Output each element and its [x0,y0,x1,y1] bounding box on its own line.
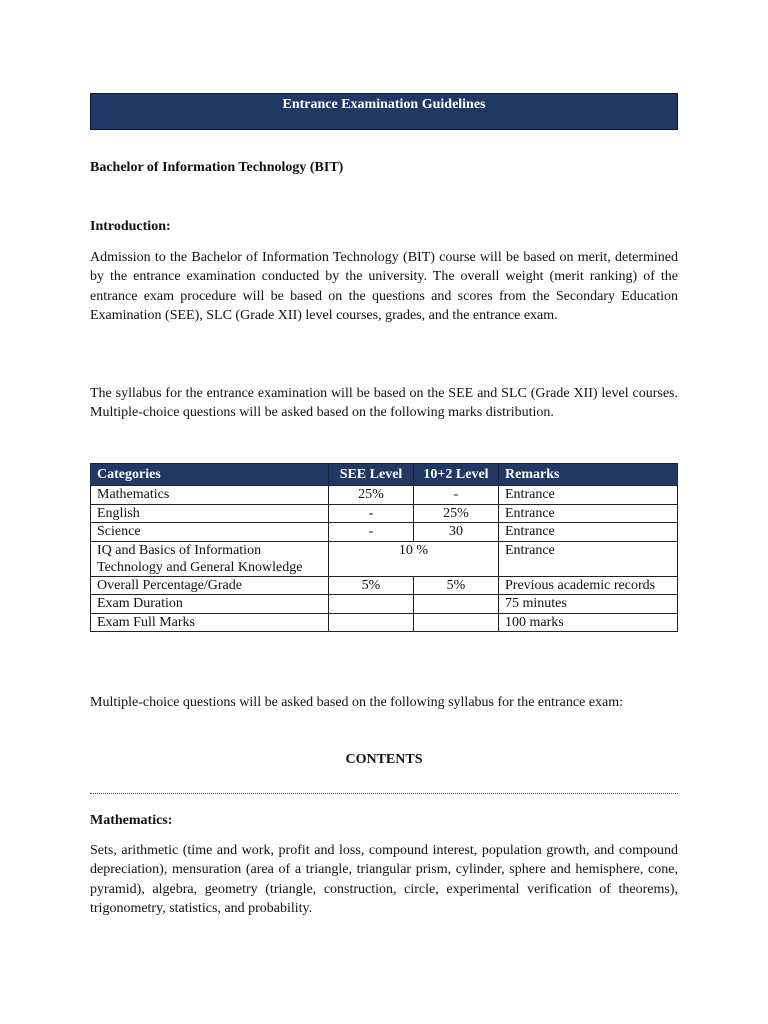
syllabus-paragraph: The syllabus for the entrance examination will be based on the SEE and SLC (Grade XII) level courses. Multiple-choice questions will be asked based on the following marks distribution. [90,386,678,421]
table-row [91,541,678,576]
row-plus2-level: 30 [414,523,499,542]
row-category: English [91,504,329,523]
row-category: Mathematics [91,486,329,505]
row-plus2-level: - [414,486,499,505]
row-category: Exam Full Marks [91,613,329,632]
row-plus2-level: 25% [414,504,499,523]
table-row [91,576,678,595]
row-category: Science [91,523,329,542]
row-plus2-level [414,595,499,614]
row-plus2-level [414,613,499,632]
document-title-bar [90,93,678,130]
table-row [91,504,678,523]
row-category: IQ and Basics of Information Technology and General Knowledge [91,541,329,576]
document-title: Entrance Examination Guidelines [282,97,486,112]
table-header-row [91,464,678,486]
row-remarks: Entrance [499,541,678,576]
row-remarks: Previous academic records [499,576,678,595]
header-plus2-level: 10+2 Level [414,464,499,486]
row-see-level: 25% [329,486,414,505]
mcq-sentence: Multiple-choice questions will be asked based on the following syllabus for the entrance exam: [90,695,624,710]
row-see-level: - [329,504,414,523]
row-remarks: 75 minutes [499,595,678,614]
marks-distribution-table [90,463,678,632]
table-row [91,613,678,632]
row-remarks: Entrance [499,486,678,505]
introduction-heading: Introduction: [90,219,171,234]
program-name: Bachelor of Information Technology (BIT) [90,160,344,175]
table-row [91,486,678,505]
table-row [91,595,678,614]
row-see-level: 5% [329,576,414,595]
row-remarks: Entrance [499,523,678,542]
row-see-level [329,595,414,614]
introduction-paragraph: Admission to the Bachelor of Information Technology (BIT) course will be based on merit, determined by the entrance examination conducted by the university. The overall weight (merit ranking) of the entrance exam procedure will be based on the questions and scores from the Secondary Education Examination (SEE), SLC (Grade XII) level courses, grades, and the entrance exam. [90,250,678,324]
row-remarks: Entrance [499,504,678,523]
table-row [91,523,678,542]
row-see-level: - [329,523,414,542]
contents-heading: CONTENTS [345,752,423,767]
row-see-level [329,613,414,632]
row-plus2-level: 5% [414,576,499,595]
header-see-level: SEE Level [329,464,414,486]
row-category: Overall Percentage/Grade [91,576,329,595]
row-remarks: 100 marks [499,613,678,632]
header-remarks: Remarks [499,464,678,486]
row-category: Exam Duration [91,595,329,614]
row-merged-level: 10 % [329,541,499,576]
dotted-divider [90,793,678,794]
mathematics-paragraph: Sets, arithmetic (time and work, profit and loss, compound interest, population growth, and compound depreciation), mensuration (area of a triangle, triangular prism, cylinder, sphere and hemisphere, cone, pyramid), algebra, geometry (triangle, construction, circle, experimental verification of theorems), trigonometry, statistics, and probability. [90,843,678,917]
mathematics-heading: Mathematics: [90,813,173,828]
header-categories: Categories [91,464,329,486]
